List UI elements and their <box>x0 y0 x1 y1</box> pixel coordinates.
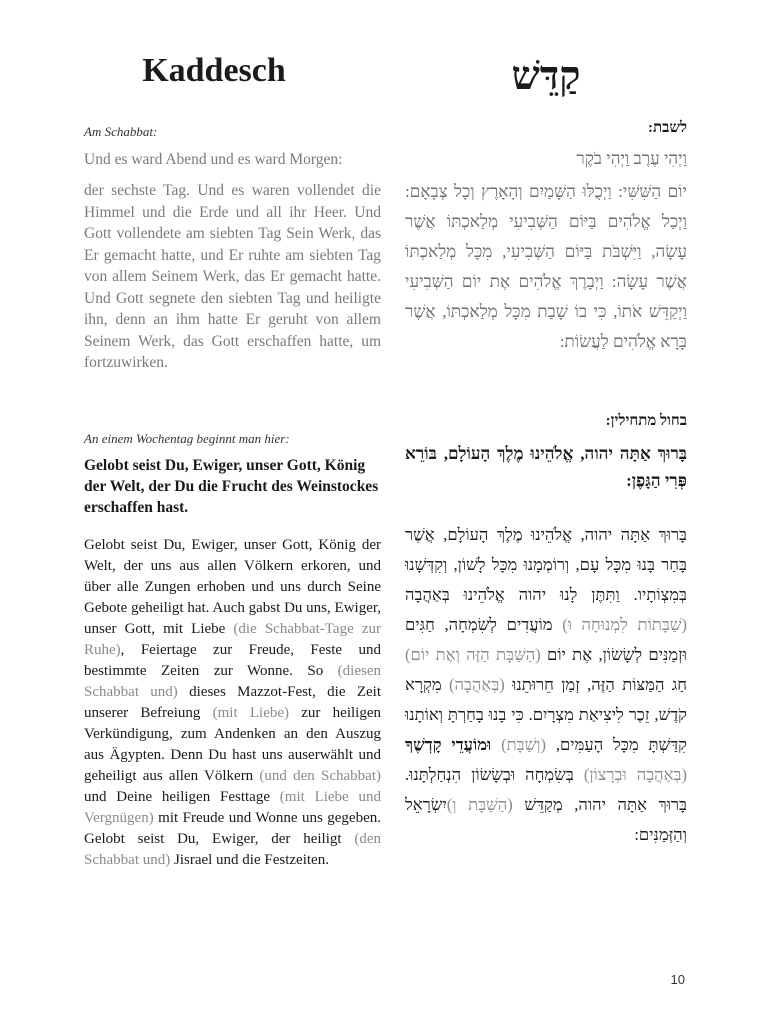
page-title-hebrew: קַדֵּשׁ <box>511 53 581 98</box>
kiddush-optional-segment: (mit Liebe) <box>212 705 290 721</box>
kiddush-text-segment: מוֹעֲדִים לְשִׂמְחָה, חַגִּים וּזְמַנִּים לְשָׂשׂוֹן, אֶת יוֹם <box>405 615 687 664</box>
kiddush-text-segment: יִשְׂרָאֵל וְהַזְּמַנִּים: <box>405 795 687 844</box>
hebrew-evening-line: וַיְהִי עֶרֶב וַיְהִי בֹקֶר <box>576 149 687 168</box>
kiddush-text-segment: zur heiligen Verkündigung, zum Andenken an den Auszug aus Ägypten. Denn Du hast uns auserwählt und geheiligt aus allen Völkern <box>84 705 381 784</box>
hebrew-genesis-text: יוֹם הַשִּׁשִּׁי: וַיְכֻלּוּ הַשָּׁמַיִם וְהָאָרֶץ וְכָל צְבָאָם: וַיְכַל אֱלֹהִים בַּיּוֹם הַשְּׁבִיעִי מְלַאכְתּוֹ אֲשֶׁר עָשָׂה, וַיִּשְׁבֹּת בַּיּוֹם הַשְּׁבִיעִי, מִכָּל מְלַאכְתּוֹ אֲשֶׁר עָשָׂה: וַיְבָרֶךְ אֱלֹהִים אֶת יוֹם הַשְּׁבִיעִי וַיְקַדֵּשׁ אֹתוֹ, כִּי בוֹ שָׁבַת מִכָּל מְלַאכְתּוֹ, אֲשֶׁר בָּרָא אֱלֹהִים לַעֲשׂוֹת: <box>405 182 687 351</box>
german-wine-blessing: Gelobt seist Du, Ewiger, unser Gott, König der Welt, der Du die Frucht des Weinstockes erschaffen hast. <box>84 457 379 516</box>
kiddush-optional-segment: (בְּאַהֲבָה) <box>448 675 505 694</box>
german-weekday-label: An einem Wochentag beginnt man hier: <box>84 431 290 446</box>
german-kiddush-paragraph <box>84 535 381 871</box>
kiddush-text-segment: Jisrael und die Festzeiten. <box>170 852 329 868</box>
hebrew-weekday-label: בחול מתחילין: <box>605 413 687 429</box>
kiddush-optional-segment: (und den Schabbat) <box>259 768 382 784</box>
kiddush-text-segment: מִקְרָא קֹדֶשׁ, זֵכֶר לִיצִיאַת מִצְרָיִם. כִּי בָנוּ בָחַרְתָּ וְאוֹתָנוּ קִדַּשְׁתָּ מִכָּל הָעַמִּים, <box>405 675 687 754</box>
kiddush-optional-segment: (diesen Schabbat und) <box>84 663 381 700</box>
hebrew-kiddush-paragraph <box>405 520 687 850</box>
kiddush-optional-segment: (den Schabbat und) <box>84 831 381 868</box>
kiddush-optional-segment: (mit Liebe und Vergnügen) <box>84 789 381 826</box>
kiddush-optional-segment: (הַשַּׁבָּת וְ) <box>446 795 513 814</box>
kiddush-optional-segment: (die Schabbat-Tage zur Ruhe) <box>84 621 381 658</box>
german-shabbat-label: Am Schabbat: <box>84 124 158 139</box>
kiddush-text-segment: dieses Mazzot-Fest, die Zeit unserer Befreiung <box>84 684 381 721</box>
kiddush-text-segment: Gelobt seist Du, Ewiger, unser Gott, König der Welt, der uns aus allen Völkern erkoren, und über alle Zungen erhoben und uns durch Seine Gebote geheiligt hat. Auch gabst Du uns, Ewiger, unser Gott, mit Liebe <box>84 537 381 637</box>
kiddush-optional-segment: (הַשַּׁבָּת הַזֶּה וְאֶת יוֹם) <box>405 645 541 664</box>
kiddush-optional-segment: (שַׁבָּתוֹת לִמְנוּחָה וּ) <box>562 615 687 634</box>
german-evening-line: Und es ward Abend und es ward Morgen: <box>84 151 343 168</box>
kiddush-text-segment: בְּשִׂמְחָה וּבְשָׂשׂוֹן הִנְחַלְתָּנוּ. בָּרוּךְ אַתָּה יהוה, מְקַדֵּשׁ <box>405 765 687 814</box>
kiddush-text-segment: בָּרוּךְ אַתָּה יהוה, אֱלֹהֵינוּ מֶלֶךְ הָעוֹלָם, אֲשֶׁר בָּחַר בָּנוּ מִכָּל עָם, וְרוֹמְמָנוּ מִכָּל לָשׁוֹן, וְקִדְּשָׁנוּ בְּמִצְוֹתָיו. וַתִּתֶּן לָנוּ יהוה אֱלֹהֵינוּ בְּאַהֲבָה <box>405 525 687 604</box>
kiddush-text-segment: und Deine heiligen Festtage <box>84 789 280 805</box>
hebrew-shabbat-label: לשבת: <box>647 120 687 136</box>
hebrew-wine-blessing: בָּרוּךְ אַתָּה יהוה, אֱלֹהֵינוּ מֶלֶךְ הָעוֹלָם, בּוֹרֵא פְּרִי הַגָּפֶן: <box>405 444 687 490</box>
kiddush-text-segment: וּמוֹעֲדֵי קָדְשֶׁךָ <box>405 735 502 754</box>
german-genesis-text: der sechste Tag. Und es waren vollendet die Himmel und die Erde und all ihr Heer. Und Gott vollendete am siebten Tag Sein Werk, das Er gemacht hatte, und Er ruhte am siebten Tag von allem Seinem Werk, das Er gemacht hatte. Und Gott segnete den siebten Tag und heiligte ihn, denn an ihm hatte Er geruht von allem Seinem Werk, das Gott erschaffen hatte, um fortzuwirken. <box>84 182 381 371</box>
page-title-german: Kaddesch <box>142 52 286 89</box>
kiddush-text-segment: , Feiertage zur Freude, Feste und bestimmte Zeiten zur Wonne. So <box>84 642 381 679</box>
kiddush-optional-segment: (וְשַׁבָּת) <box>501 735 546 754</box>
kiddush-optional-segment: (בְּאַהֲבָה וּבְרָצוֹן) <box>583 765 687 784</box>
kiddush-text-segment: mit Freude und Wonne uns gegeben. Gelobt seist Du, Ewiger, der heiligt <box>84 810 381 847</box>
kiddush-text-segment: חַג הַמַּצּוֹת הַזֶּה, זְמַן חֵרוּתֵנוּ <box>504 675 687 694</box>
page-number: 10 <box>670 972 685 987</box>
